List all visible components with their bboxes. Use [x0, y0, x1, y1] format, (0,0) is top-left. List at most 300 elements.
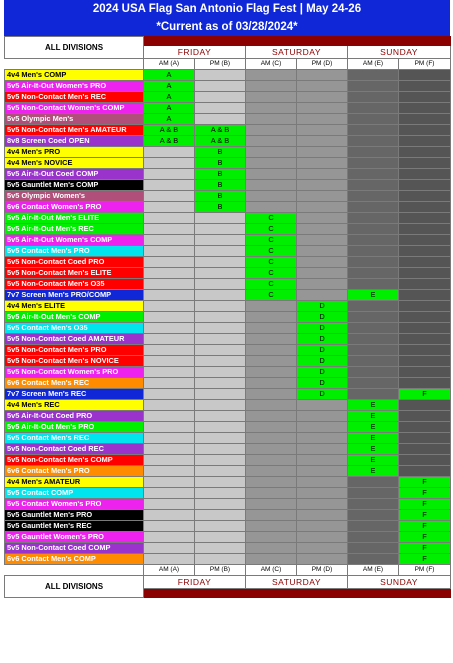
slot-cell — [297, 499, 348, 510]
slot-cell: E — [348, 444, 399, 455]
slot-cell — [144, 246, 195, 257]
slot-cell — [399, 455, 451, 466]
division-row — [5, 554, 451, 565]
footer-slot-am-e: AM (E) — [348, 565, 399, 576]
slot-cell — [399, 444, 451, 455]
slot-cell — [297, 180, 348, 191]
slot-cell — [195, 70, 246, 81]
division-name: 5v5 Air-It-Out Women's COMP — [5, 235, 144, 246]
slot-cell — [246, 114, 297, 125]
slot-pm-d: PM (D) — [297, 59, 348, 70]
slot-cell — [399, 235, 451, 246]
slot-cell: D — [297, 334, 348, 345]
division-name: 5v5 Air-It-Out Coed PRO — [5, 411, 144, 422]
slot-cell — [297, 147, 348, 158]
division-name: 5v5 Air-It-Out Women's PRO — [5, 81, 144, 92]
slot-cell — [195, 554, 246, 565]
slot-cell — [195, 213, 246, 224]
division-name: 5v5 Gauntlet Men's REC — [5, 521, 144, 532]
division-row — [5, 180, 451, 191]
slot-cell — [348, 499, 399, 510]
schedule-sheet — [4, 0, 450, 598]
slot-cell — [348, 323, 399, 334]
division-name: 5v5 Non-Contact Men's COMP — [5, 455, 144, 466]
division-name: 6v6 Contact Men's PRO — [5, 466, 144, 477]
slot-cell — [195, 466, 246, 477]
slot-cell — [348, 81, 399, 92]
slot-cell — [144, 202, 195, 213]
slot-cell — [348, 268, 399, 279]
slot-cell — [246, 389, 297, 400]
slot-cell — [144, 191, 195, 202]
slot-cell — [246, 158, 297, 169]
slot-cell — [348, 521, 399, 532]
slot-cell — [297, 411, 348, 422]
slot-cell — [195, 389, 246, 400]
slot-cell — [348, 191, 399, 202]
division-row — [5, 521, 451, 532]
division-row — [5, 92, 451, 103]
division-name: 5v5 Air-It-Out Men's COMP — [5, 312, 144, 323]
division-row — [5, 70, 451, 81]
slot-cell: A & B — [195, 125, 246, 136]
division-row — [5, 81, 451, 92]
slot-am-e: AM (E) — [348, 59, 399, 70]
slot-cell — [246, 70, 297, 81]
slot-cell — [399, 213, 451, 224]
slot-cell: F — [399, 510, 451, 521]
slot-cell — [399, 246, 451, 257]
division-name: 5v5 Olympic Women's — [5, 191, 144, 202]
schedule-table — [4, 36, 451, 598]
slot-cell — [297, 510, 348, 521]
slot-cell — [399, 356, 451, 367]
slot-cell: C — [246, 213, 297, 224]
slot-cell — [348, 367, 399, 378]
slot-cell: F — [399, 477, 451, 488]
slot-cell — [297, 532, 348, 543]
slot-cell: A — [144, 103, 195, 114]
division-name: 6v6 Contact Men's REC — [5, 378, 144, 389]
slot-cell — [246, 81, 297, 92]
slot-cell — [399, 92, 451, 103]
slot-cell: A & B — [144, 125, 195, 136]
slot-cell — [399, 81, 451, 92]
slot-cell — [348, 169, 399, 180]
slot-cell — [399, 103, 451, 114]
slot-cell — [246, 411, 297, 422]
slot-cell — [246, 301, 297, 312]
slot-cell — [297, 433, 348, 444]
slot-cell — [297, 444, 348, 455]
division-row — [5, 301, 451, 312]
slot-cell: D — [297, 356, 348, 367]
slot-cell: E — [348, 433, 399, 444]
slot-cell: A & B — [195, 136, 246, 147]
slot-cell — [348, 224, 399, 235]
slot-cell — [399, 400, 451, 411]
slot-cell — [195, 81, 246, 92]
slot-cell — [246, 466, 297, 477]
slot-cell: D — [297, 378, 348, 389]
division-name: 4v4 Men's ELITE — [5, 301, 144, 312]
slot-cell — [399, 312, 451, 323]
slot-cell: F — [399, 543, 451, 554]
slot-cell: A & B — [144, 136, 195, 147]
slot-cell — [195, 444, 246, 455]
slot-cell — [348, 345, 399, 356]
slot-cell — [246, 169, 297, 180]
slot-cell — [144, 488, 195, 499]
division-name: 4v4 Men's NOVICE — [5, 158, 144, 169]
slot-cell — [348, 180, 399, 191]
slot-cell — [348, 488, 399, 499]
slot-cell — [195, 103, 246, 114]
division-row — [5, 213, 451, 224]
slot-cell — [297, 81, 348, 92]
slot-cell — [348, 477, 399, 488]
slot-cell — [195, 378, 246, 389]
division-row — [5, 312, 451, 323]
slot-cell — [246, 345, 297, 356]
division-name: 5v5 Non-Contact Coed PRO — [5, 257, 144, 268]
slot-cell — [195, 488, 246, 499]
slot-cell — [144, 268, 195, 279]
slot-cell — [399, 422, 451, 433]
slot-cell — [246, 92, 297, 103]
slot-cell: C — [246, 246, 297, 257]
slot-cell — [297, 290, 348, 301]
slot-cell — [348, 158, 399, 169]
slot-cell — [297, 543, 348, 554]
division-row — [5, 433, 451, 444]
slot-cell — [144, 147, 195, 158]
slot-cell — [399, 169, 451, 180]
slot-cell — [144, 345, 195, 356]
slot-cell — [297, 158, 348, 169]
slot-cell — [297, 70, 348, 81]
slot-cell — [297, 235, 348, 246]
division-row — [5, 103, 451, 114]
slot-cell — [195, 422, 246, 433]
slot-cell — [144, 312, 195, 323]
title-banner — [4, 0, 450, 36]
division-name: 5v5 Non-Contact Men's NOVICE — [5, 356, 144, 367]
slot-cell: F — [399, 521, 451, 532]
slot-cell — [195, 224, 246, 235]
slot-cell — [144, 235, 195, 246]
slot-cell — [144, 532, 195, 543]
slot-cell — [399, 202, 451, 213]
slot-cell — [399, 114, 451, 125]
slot-cell — [297, 125, 348, 136]
division-row — [5, 488, 451, 499]
division-row — [5, 367, 451, 378]
slot-cell — [399, 411, 451, 422]
slot-cell — [195, 499, 246, 510]
slot-cell — [297, 202, 348, 213]
slot-cell — [246, 477, 297, 488]
slot-cell: F — [399, 554, 451, 565]
slot-cell — [399, 323, 451, 334]
footer-day-sunday: SUNDAY — [348, 576, 451, 589]
division-name: 5v5 Contact Men's REC — [5, 433, 144, 444]
slot-cell — [348, 246, 399, 257]
slot-cell — [144, 279, 195, 290]
division-name: 6v6 Contact Women's PRO — [5, 202, 144, 213]
slot-cell — [297, 279, 348, 290]
division-row — [5, 378, 451, 389]
slot-pm-b: PM (B) — [195, 59, 246, 70]
division-name: 5v5 Non-Contact Women's COMP — [5, 103, 144, 114]
slot-cell: D — [297, 367, 348, 378]
slot-cell — [297, 477, 348, 488]
division-row — [5, 158, 451, 169]
slot-cell — [348, 279, 399, 290]
footer-day-friday: FRIDAY — [144, 576, 246, 589]
slot-cell — [246, 136, 297, 147]
slot-cell: E — [348, 290, 399, 301]
division-row — [5, 257, 451, 268]
slot-cell — [144, 378, 195, 389]
division-name: 8v8 Screen Coed OPEN — [5, 136, 144, 147]
division-name: 5v5 Olympic Men's — [5, 114, 144, 125]
slot-cell: D — [297, 323, 348, 334]
division-row — [5, 334, 451, 345]
slot-cell — [144, 367, 195, 378]
slot-cell — [144, 510, 195, 521]
slot-cell: C — [246, 224, 297, 235]
footer-day-saturday: SATURDAY — [246, 576, 348, 589]
slot-cell — [195, 235, 246, 246]
slot-cell — [144, 444, 195, 455]
division-row — [5, 510, 451, 521]
slot-cell — [399, 367, 451, 378]
slot-cell — [399, 279, 451, 290]
slot-cell — [195, 279, 246, 290]
slot-cell — [348, 114, 399, 125]
slot-cell — [246, 312, 297, 323]
slot-cell — [348, 543, 399, 554]
division-name: 5v5 Air-It-Out Men's REC — [5, 224, 144, 235]
slot-cell: B — [195, 202, 246, 213]
slot-cell — [195, 92, 246, 103]
slot-cell — [246, 334, 297, 345]
slot-cell — [195, 312, 246, 323]
slot-cell — [144, 257, 195, 268]
slot-cell — [399, 290, 451, 301]
slot-cell — [144, 411, 195, 422]
slot-cell — [297, 246, 348, 257]
division-row — [5, 246, 451, 257]
slot-cell — [297, 92, 348, 103]
division-name: 4v4 Men's PRO — [5, 147, 144, 158]
slot-cell — [348, 202, 399, 213]
slot-cell — [297, 400, 348, 411]
slot-cell — [399, 147, 451, 158]
slot-cell — [246, 191, 297, 202]
slot-cell — [399, 334, 451, 345]
slot-cell — [246, 147, 297, 158]
slot-cell — [144, 224, 195, 235]
division-name: 5v5 Air-It-Out Men's ELITE — [5, 213, 144, 224]
division-name: 7v7 Screen Men's PRO/COMP — [5, 290, 144, 301]
slot-cell: B — [195, 180, 246, 191]
slot-cell — [348, 510, 399, 521]
division-row — [5, 136, 451, 147]
footer-all-divisions: ALL DIVISIONS — [5, 576, 144, 598]
division-row — [5, 169, 451, 180]
slot-cell — [246, 532, 297, 543]
slot-cell — [195, 268, 246, 279]
division-name: 6v6 Contact Men's COMP — [5, 554, 144, 565]
slot-cell: B — [195, 169, 246, 180]
division-row — [5, 125, 451, 136]
division-row — [5, 323, 451, 334]
slot-cell — [246, 499, 297, 510]
slot-cell: D — [297, 312, 348, 323]
slot-cell — [144, 356, 195, 367]
division-row — [5, 444, 451, 455]
slot-cell — [297, 103, 348, 114]
slot-cell — [246, 378, 297, 389]
footer-slot-am-c: AM (C) — [246, 565, 297, 576]
slot-am-c: AM (C) — [246, 59, 297, 70]
slot-am-a: AM (A) — [144, 59, 195, 70]
division-name: 5v5 Contact Men's PRO — [5, 246, 144, 257]
slot-cell — [348, 312, 399, 323]
slot-cell — [195, 367, 246, 378]
slot-cell — [246, 488, 297, 499]
slot-cell — [348, 136, 399, 147]
division-row — [5, 202, 451, 213]
division-name: 4v4 Men's AMATEUR — [5, 477, 144, 488]
slot-cell — [195, 532, 246, 543]
slot-cell — [144, 477, 195, 488]
division-row — [5, 411, 451, 422]
division-row — [5, 543, 451, 554]
slot-cell — [144, 499, 195, 510]
slot-cell — [195, 521, 246, 532]
slot-cell — [195, 290, 246, 301]
slot-cell — [195, 356, 246, 367]
slot-cell — [348, 389, 399, 400]
slot-cell — [144, 543, 195, 554]
slot-cell: E — [348, 422, 399, 433]
division-name: 5v5 Air-It-Out Coed COMP — [5, 169, 144, 180]
slot-cell — [144, 389, 195, 400]
slot-cell: B — [195, 147, 246, 158]
division-name: 5v5 Contact Women's PRO — [5, 499, 144, 510]
slot-cell — [399, 268, 451, 279]
slot-cell: C — [246, 235, 297, 246]
division-name: 4v4 Men's COMP — [5, 70, 144, 81]
division-name: 5v5 Contact Men's O35 — [5, 323, 144, 334]
slot-cell — [144, 455, 195, 466]
slot-cell: B — [195, 158, 246, 169]
slot-cell — [297, 268, 348, 279]
slot-pm-f: PM (F) — [399, 59, 451, 70]
footer-slot-pm-b: PM (B) — [195, 565, 246, 576]
slot-cell — [246, 510, 297, 521]
slot-cell — [246, 356, 297, 367]
division-name: 7v7 Screen Men's REC — [5, 389, 144, 400]
slot-cell — [195, 510, 246, 521]
slot-cell — [144, 158, 195, 169]
division-name: 5v5 Non-Contact Coed COMP — [5, 543, 144, 554]
slot-cell — [195, 114, 246, 125]
slot-cell — [195, 477, 246, 488]
slot-cell — [144, 180, 195, 191]
slot-cell: F — [399, 532, 451, 543]
slot-cell: A — [144, 92, 195, 103]
division-row — [5, 235, 451, 246]
footer-blank — [5, 565, 144, 576]
footer-slot-pm-f: PM (F) — [399, 565, 451, 576]
slot-cell — [195, 543, 246, 554]
division-name: 5v5 Non-Contact Coed AMATEUR — [5, 334, 144, 345]
slot-cell — [195, 400, 246, 411]
slot-cell — [399, 301, 451, 312]
slot-cell — [195, 246, 246, 257]
division-name: 5v5 Non-Contact Men's O35 — [5, 279, 144, 290]
slot-cell — [144, 554, 195, 565]
all-divisions-header: ALL DIVISIONS — [5, 37, 144, 59]
division-name: 5v5 Non-Contact Women's PRO — [5, 367, 144, 378]
slot-cell — [297, 191, 348, 202]
slot-cell — [297, 466, 348, 477]
slot-cell: F — [399, 499, 451, 510]
slot-cell — [144, 422, 195, 433]
slot-cell — [246, 103, 297, 114]
slot-cell — [399, 433, 451, 444]
slot-cell — [297, 224, 348, 235]
slot-cell: E — [348, 466, 399, 477]
slot-cell — [195, 323, 246, 334]
slot-cell: F — [399, 488, 451, 499]
slot-cell: A — [144, 81, 195, 92]
slot-cell — [144, 521, 195, 532]
slot-cell: A — [144, 114, 195, 125]
division-row — [5, 268, 451, 279]
slot-cell — [246, 422, 297, 433]
slot-cell: B — [195, 191, 246, 202]
slot-cell — [144, 400, 195, 411]
slot-cell: C — [246, 279, 297, 290]
slot-cell — [348, 70, 399, 81]
division-row — [5, 389, 451, 400]
slot-cell — [348, 235, 399, 246]
slot-cell — [297, 521, 348, 532]
division-row — [5, 422, 451, 433]
slot-cell: A — [144, 70, 195, 81]
slot-cell — [246, 543, 297, 554]
division-row — [5, 466, 451, 477]
slot-cell — [348, 301, 399, 312]
division-name: 4v4 Men's REC — [5, 400, 144, 411]
footer-slot-pm-d: PM (D) — [297, 565, 348, 576]
day-friday: FRIDAY — [144, 46, 246, 59]
division-name: 5v5 Air-It-Out Men's PRO — [5, 422, 144, 433]
division-name: 5v5 Gauntlet Men's PRO — [5, 510, 144, 521]
slot-cell — [399, 158, 451, 169]
slot-cell — [246, 521, 297, 532]
slot-cell — [348, 334, 399, 345]
slot-cell — [297, 554, 348, 565]
slot-cell — [246, 367, 297, 378]
slot-cell — [399, 224, 451, 235]
slot-cell — [399, 345, 451, 356]
